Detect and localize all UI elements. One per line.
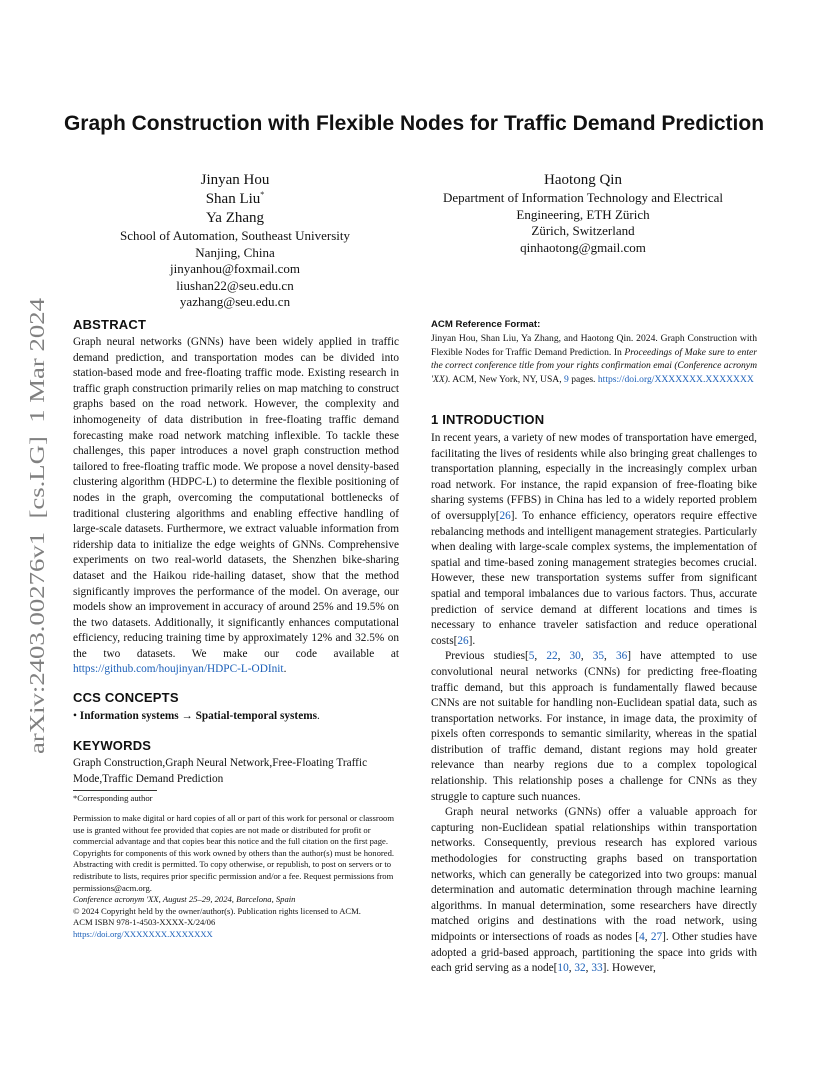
intro-text: Previous studies[ [445, 650, 529, 663]
intro-text: ]. To enhance efficiency, operators require effective rebalancing methods and intelligent management strategies. Particularly when dealing with large-scale complex systems, the implementation of spatial and time-based zoning management strategies becomes crucial. However, these new transportation systems suffer from significant spatial and temporal imbalances due to various factors. Thus, accurate prediction of service demand at different locations and times is necessary to enhance traveler satisfaction and reduce operational costs[ [431, 509, 758, 647]
corresponding-mark: * [260, 190, 265, 199]
author-email[interactable]: yazhang@seu.edu.cn [179, 294, 291, 309]
acm-ref-doi-link[interactable]: https://doi.org/XXXXXXX.XXXXXXX [597, 373, 754, 385]
author-name: Jinyan Hou [200, 172, 270, 188]
ccs-end: . [317, 710, 320, 722]
intro-text: In recent years, a variety of new modes of transportation have emerged, facilitating the lives of residents while also bringing great challenges to transportation planning, especially in the increasingly complex urban road network. For instance, the rapid expansion of free-floating bike sharing systems (FFBS) in China has led to a widely reported problem of oversupply[ [431, 432, 757, 522]
arxiv-stamp [24, 296, 50, 756]
author-name: Haotong Qin [544, 172, 622, 188]
keywords-text: Graph Construction,Graph Neural Network,Free-Floating Traffic Mode,Traffic Demand Prediction [73, 757, 368, 785]
author-name-corresponding [110, 190, 360, 209]
ccs-bullet: • [73, 710, 77, 722]
keywords-body [73, 756, 399, 787]
citation-link[interactable]: 32 [574, 962, 586, 975]
footnote-rule [73, 790, 157, 791]
author-email[interactable]: liushan22@seu.edu.cn [176, 277, 294, 293]
permission-text: Permission to make digital or hard copies of all or part of this work for personal or classroom use is granted without fee provided that copies are not made or distributed for profit or commercial advantage and that copies bear this notice and the full citation on the first page. Copyrights for components of this work owned by others than the author(s) must be honored. Abstracting with credit is permitted. To copy otherwise, or republish, to post on servers or to redistribute to lists, requires prior specific permission and/or a fee. Request permissions from permissions@acm.org. [73, 813, 395, 893]
author-affiliation: Department of Information Technology and Electrical [442, 190, 724, 205]
citation-link[interactable]: 33 [591, 962, 603, 975]
acm-ref-text: pages. [568, 373, 598, 385]
intro-paragraph-2: Previous studies[5, 22, 30, 35, 36] have attempted to use convolutional neural networks (CNNs) for predicting free-floating traffic demand, but this approach is fundamentally flawed because CNNs are not suitable for handling non-Euclidean spatial data, such as transportation networks. For instance, in image data, the proximity of pixels often corresponds to semantic similarity, whereas in the spatial distribution of traffic demand, distant regions may hold greater relevance than nearby regions due to a complex topological relationship. This relationship poses a challenge for CNNs as they struggle to capture such nuances. [431, 650, 757, 803]
author-name-text: Shan Liu [205, 191, 261, 207]
author-affiliation: School of Automation, Southeast University [119, 228, 350, 243]
paper-title: Graph Construction with Flexible Nodes for Traffic Demand Prediction [63, 112, 765, 135]
citation-link[interactable]: 36 [615, 650, 628, 663]
intro-text: ]. [468, 634, 476, 647]
author-name: Ya Zhang [205, 210, 265, 226]
conference-line: Conference acronym 'XX, August 25–29, 2024, Barcelona, Spain [73, 894, 296, 905]
arxiv-stamp-svg [24, 296, 50, 756]
author-block-right [420, 171, 746, 256]
intro-text: ]. However, [602, 962, 656, 975]
ccs-concept: Information systems → Spatial-temporal systems [79, 710, 318, 722]
abstract-body [73, 335, 399, 678]
citation-link[interactable]: 26 [499, 509, 511, 522]
code-link[interactable]: https://github.com/houjinyan/HDPC-L-ODInit [73, 663, 284, 676]
intro-body [431, 431, 757, 977]
ccs-body [73, 709, 399, 725]
acm-ref-pages[interactable]: 9 [564, 373, 569, 385]
abstract-text: Graph neural networks (GNNs) have been widely applied in traffic demand prediction, and transportation modes can be divided into station-based mode and free-floating traffic mode. Existing research in traffic graph construction primarily relies on map matching to construct graphs based on the road network. However, the complexity and inhomogeneity of data distribution in free-floating traffic demand forecasting make road network matching inflexible. To tackle these challenges, this paper introduces a novel graph construction method tailored to free-floating traffic mode. We propose a novel density-based clustering algorithm (HDPC-L) to determine the flexible positioning of nodes in the graph, overcoming the computational bottlenecks of traditional clustering algorithms and enabling effective handling of large-scale datasets. Furthermore, we extract valuable information from ridership data to initialize the edge weights of GNNs. Comprehensive experiments on two real-world datasets, the Shenzhen bike-sharing dataset and the Haikou ride-hailing dataset, show that the method significantly improves the performance of the model. On average, our models show an improvement in accuracy of around 25% and 19.5% on the two datasets. Additionally, it significantly enhances computational efficiency, reducing training time by approximately 12% and 32.5% on the two datasets. We make our code available at [73, 336, 399, 660]
ccs-heading: CCS CONCEPTS [73, 690, 179, 705]
author-email[interactable]: qinhaotong@gmail.com [520, 239, 646, 255]
author-affiliation: Engineering, ETH Zürich [516, 206, 650, 222]
abstract-heading: ABSTRACT [73, 317, 147, 332]
intro-text: ]. Other studies have adopted a grid-based approach, partitioning the space into grids with each grid serving as a node[ [431, 931, 757, 975]
acm-reference [431, 318, 757, 386]
footnote-block [73, 793, 399, 805]
acm-ref-proceedings: Proceedings of Make sure to enter the correct conference title from your rights confirmation emai (Conference acronym 'XX). [431, 346, 757, 385]
citation-link[interactable]: 4 [639, 931, 645, 943]
intro-paragraph-3: Graph neural networks (GNNs) offer a valuable approach for capturing non-Euclidean spatial relationships within transportation networks. Consequently, previous research has explored various methodologies for constructing graphs based on transportation networks, which can generally be categorized into two groups: manual determination and automatic determination through machine learning algorithms. In manual determination, some researchers have directly matched origins and destinations with the road network, using midpoints or intersections of roads as nodes [4, 27]. Other studies have adopted a grid-based approach, partitioning the space into grids with each grid serving as a node[10, 32, 33]. However, [431, 806, 757, 975]
author-block-left [110, 171, 360, 311]
permission-block [73, 813, 399, 941]
intro-text: ] have attempted to use convolutional neural networks (CNNs) for predicting free-floating traffic demand, but this approach is fundamentally flawed because CNNs are not suitable for handling non-Euclidean spatial data, such as transportation networks. For instance, in image data, the proximity of pixels often corresponds to semantic similarity, whereas in the spatial distribution of traffic demand, distant regions may hold greater relevance than nearby regions due to a complex topological relationship. This relationship poses a challenge for CNNs as they struggle to capture such nuances. [431, 650, 757, 803]
citation-link[interactable]: 26 [457, 634, 469, 647]
author-location: Zürich, Switzerland [531, 223, 635, 238]
acm-ref-text: Jinyan Hou, Shan Liu, Ya Zhang, and Haotong Qin. 2024. Graph Construction with Flexible Nodes for Traffic Demand Prediction. In [431, 333, 757, 358]
doi-link[interactable]: https://doi.org/XXXXXXX.XXXXXXX [73, 928, 213, 939]
citation-link[interactable]: 30 [569, 650, 581, 663]
intro-text: Graph neural networks (GNNs) offer a valuable approach for capturing non-Euclidean spatial relationships within transportation networks. Consequently, previous research has explored various methodologies for constructing graphs based on transportation networks, which can generally be categorized into two groups: manual determination and automatic determination through machine learning algorithms. In manual determination, some researchers have directly matched origins and destinations with the road network, using midpoints or intersections of roads as nodes [ [431, 806, 757, 943]
keywords-heading: KEYWORDS [73, 738, 152, 753]
citation-link[interactable]: 27 [650, 931, 663, 943]
intro-paragraph-1 [431, 431, 757, 649]
author-email[interactable]: jinyanhou@foxmail.com [169, 261, 301, 276]
arxiv-stamp-text: arXiv:2403.00276v1 [cs.LG] 1 Mar 2024 [25, 395, 49, 754]
acm-reference-heading: ACM Reference Format: [431, 319, 541, 330]
author-location: Nanjing, China [195, 244, 275, 260]
citation-link[interactable]: 10 [557, 962, 569, 975]
citation-link[interactable]: 22 [546, 650, 558, 663]
citation-link[interactable]: 35 [592, 650, 605, 663]
abstract-end: . [283, 663, 287, 676]
isbn-line: ACM ISBN 978-1-4503-XXXX-X/24/06 [73, 917, 216, 928]
corresponding-footnote: *Corresponding author [73, 793, 153, 803]
acm-ref-text: ACM, New York, NY, USA, [450, 373, 565, 385]
intro-heading: 1 INTRODUCTION [431, 412, 545, 427]
copyright-line: © 2024 Copyright held by the owner/author(s). Publication rights licensed to ACM. [73, 905, 361, 916]
citation-link[interactable]: 5 [528, 650, 535, 663]
